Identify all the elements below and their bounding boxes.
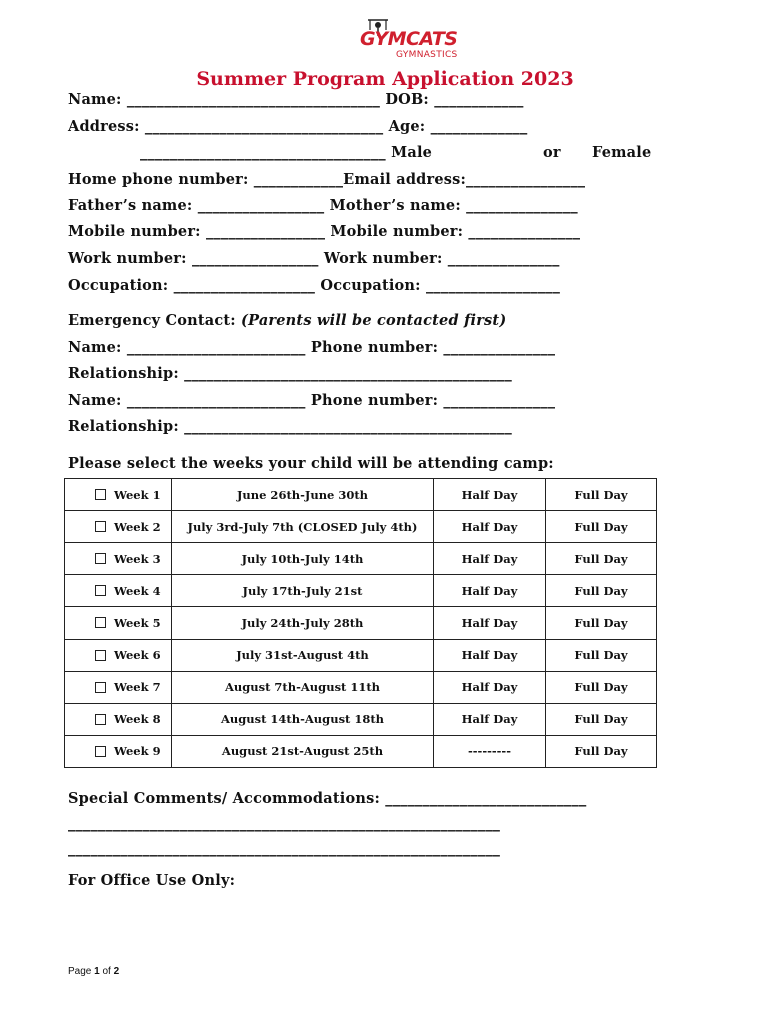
week-row xyxy=(65,479,657,511)
week-dates: August 7th-August 11th xyxy=(172,671,434,703)
father-mother-name-line[interactable]: Father’s name: _________________ Mother’s name: _______________ xyxy=(68,197,578,214)
comments-line-3[interactable]: __________________________________________________________ xyxy=(68,840,501,857)
week-row xyxy=(65,607,657,639)
week-checkbox[interactable] xyxy=(95,553,106,564)
week-label: Week 6 xyxy=(114,648,161,663)
office-use-heading: For Office Use Only: xyxy=(68,872,236,889)
week-row xyxy=(65,703,657,735)
week-dates: August 21st-August 25th xyxy=(172,735,434,767)
full-day-option[interactable]: Full Day xyxy=(546,543,657,575)
week-dates: June 26th-June 30th xyxy=(172,479,434,511)
half-day-option[interactable]: Half Day xyxy=(434,639,546,671)
week-dates: July 24th-July 28th xyxy=(172,607,434,639)
week-row xyxy=(65,575,657,607)
logo-name: GYMCATS xyxy=(360,28,458,50)
week-label: Week 1 xyxy=(114,487,161,502)
half-day-option[interactable]: Half Day xyxy=(434,479,546,511)
week-label: Week 7 xyxy=(114,680,161,695)
full-day-option[interactable]: Full Day xyxy=(546,639,657,671)
week-label: Week 9 xyxy=(114,744,161,759)
week-checkbox[interactable] xyxy=(95,521,106,532)
page-title: Summer Program Application 2023 xyxy=(196,68,574,90)
week-checkbox[interactable] xyxy=(95,617,106,628)
half-day-option[interactable]: Half Day xyxy=(434,703,546,735)
week-dates: July 17th-July 21st xyxy=(172,575,434,607)
page-prefix: Page xyxy=(68,966,92,977)
gender-female-option[interactable]: Female xyxy=(592,144,652,161)
week-checkbox[interactable] xyxy=(95,746,106,757)
week-row xyxy=(65,639,657,671)
week-checkbox[interactable] xyxy=(95,585,106,596)
special-comments-line[interactable]: Special Comments/ Accommodations: ___________________________ xyxy=(68,790,587,807)
week-cell xyxy=(65,479,172,511)
week-cell xyxy=(65,639,172,671)
full-day-option[interactable]: Full Day xyxy=(546,575,657,607)
week-row xyxy=(65,511,657,543)
full-day-option[interactable]: Full Day xyxy=(546,511,657,543)
address-age-line[interactable]: Address: ________________________________ Age: _____________ xyxy=(68,118,528,135)
page-current: 1 xyxy=(94,966,100,977)
weeks-table xyxy=(64,478,657,768)
week-dates: July 31st-August 4th xyxy=(172,639,434,671)
occupation-line[interactable]: Occupation: ___________________ Occupation: __________________ xyxy=(68,277,561,294)
emergency-relationship2-line[interactable]: Relationship: ____________________________________________ xyxy=(68,418,512,435)
half-day-option[interactable]: Half Day xyxy=(434,543,546,575)
week-cell xyxy=(65,671,172,703)
week-checkbox[interactable] xyxy=(95,714,106,725)
page-of: of xyxy=(102,966,111,977)
week-cell xyxy=(65,543,172,575)
week-row xyxy=(65,671,657,703)
logo-subtitle: GYMNASTICS xyxy=(396,50,458,60)
gender-or-label: or xyxy=(543,144,561,161)
week-dates: August 14th-August 18th xyxy=(172,703,434,735)
week-cell xyxy=(65,575,172,607)
week-label: Week 8 xyxy=(114,712,161,727)
emergency-heading xyxy=(68,312,506,329)
emergency-name1-line[interactable]: Name: ________________________ Phone number: _______________ xyxy=(68,339,556,356)
full-day-option[interactable]: Full Day xyxy=(546,703,657,735)
week-cell xyxy=(65,703,172,735)
week-checkbox[interactable] xyxy=(95,682,106,693)
half-day-option[interactable]: Half Day xyxy=(434,511,546,543)
emergency-label: Emergency Contact: xyxy=(68,312,236,329)
half-day-option[interactable]: Half Day xyxy=(434,575,546,607)
half-day-option[interactable]: Half Day xyxy=(434,607,546,639)
name-dob-line[interactable]: Name: __________________________________ DOB: ____________ xyxy=(68,91,524,108)
emergency-note: (Parents will be contacted first) xyxy=(241,312,507,329)
home-phone-email-line[interactable]: Home phone number: ____________Email address:________________ xyxy=(68,171,586,188)
week-checkbox[interactable] xyxy=(95,489,106,500)
week-dates: July 3rd-July 7th (CLOSED July 4th) xyxy=(172,511,434,543)
emergency-relationship1-line[interactable]: Relationship: ____________________________________________ xyxy=(68,365,512,382)
comments-line-2[interactable]: __________________________________________________________ xyxy=(68,815,501,832)
mobile-number-line[interactable]: Mobile number: ________________ Mobile number: _______________ xyxy=(68,223,581,240)
page-total: 2 xyxy=(113,966,120,977)
week-checkbox[interactable] xyxy=(95,650,106,661)
week-label: Week 5 xyxy=(114,615,161,630)
half-day-option[interactable]: --------- xyxy=(434,735,546,767)
weeks-heading: Please select the weeks your child will be attending camp: xyxy=(68,455,554,472)
week-cell xyxy=(65,607,172,639)
week-cell xyxy=(65,735,172,767)
week-dates: July 10th-July 14th xyxy=(172,543,434,575)
full-day-option[interactable]: Full Day xyxy=(546,735,657,767)
full-day-option[interactable]: Full Day xyxy=(546,671,657,703)
full-day-option[interactable]: Full Day xyxy=(546,479,657,511)
week-label: Week 2 xyxy=(114,519,161,534)
week-cell xyxy=(65,511,172,543)
work-number-line[interactable]: Work number: _________________ Work number: _______________ xyxy=(68,250,560,267)
week-label: Week 4 xyxy=(114,583,161,598)
full-day-option[interactable]: Full Day xyxy=(546,607,657,639)
address2-gender-line[interactable]: _________________________________ Male xyxy=(140,144,433,161)
gymcats-logo xyxy=(352,14,464,66)
page-footer xyxy=(68,966,119,977)
week-row xyxy=(65,543,657,575)
week-row xyxy=(65,735,657,767)
emergency-name2-line[interactable]: Name: ________________________ Phone number: _______________ xyxy=(68,392,556,409)
half-day-option[interactable]: Half Day xyxy=(434,671,546,703)
week-label: Week 3 xyxy=(114,551,161,566)
